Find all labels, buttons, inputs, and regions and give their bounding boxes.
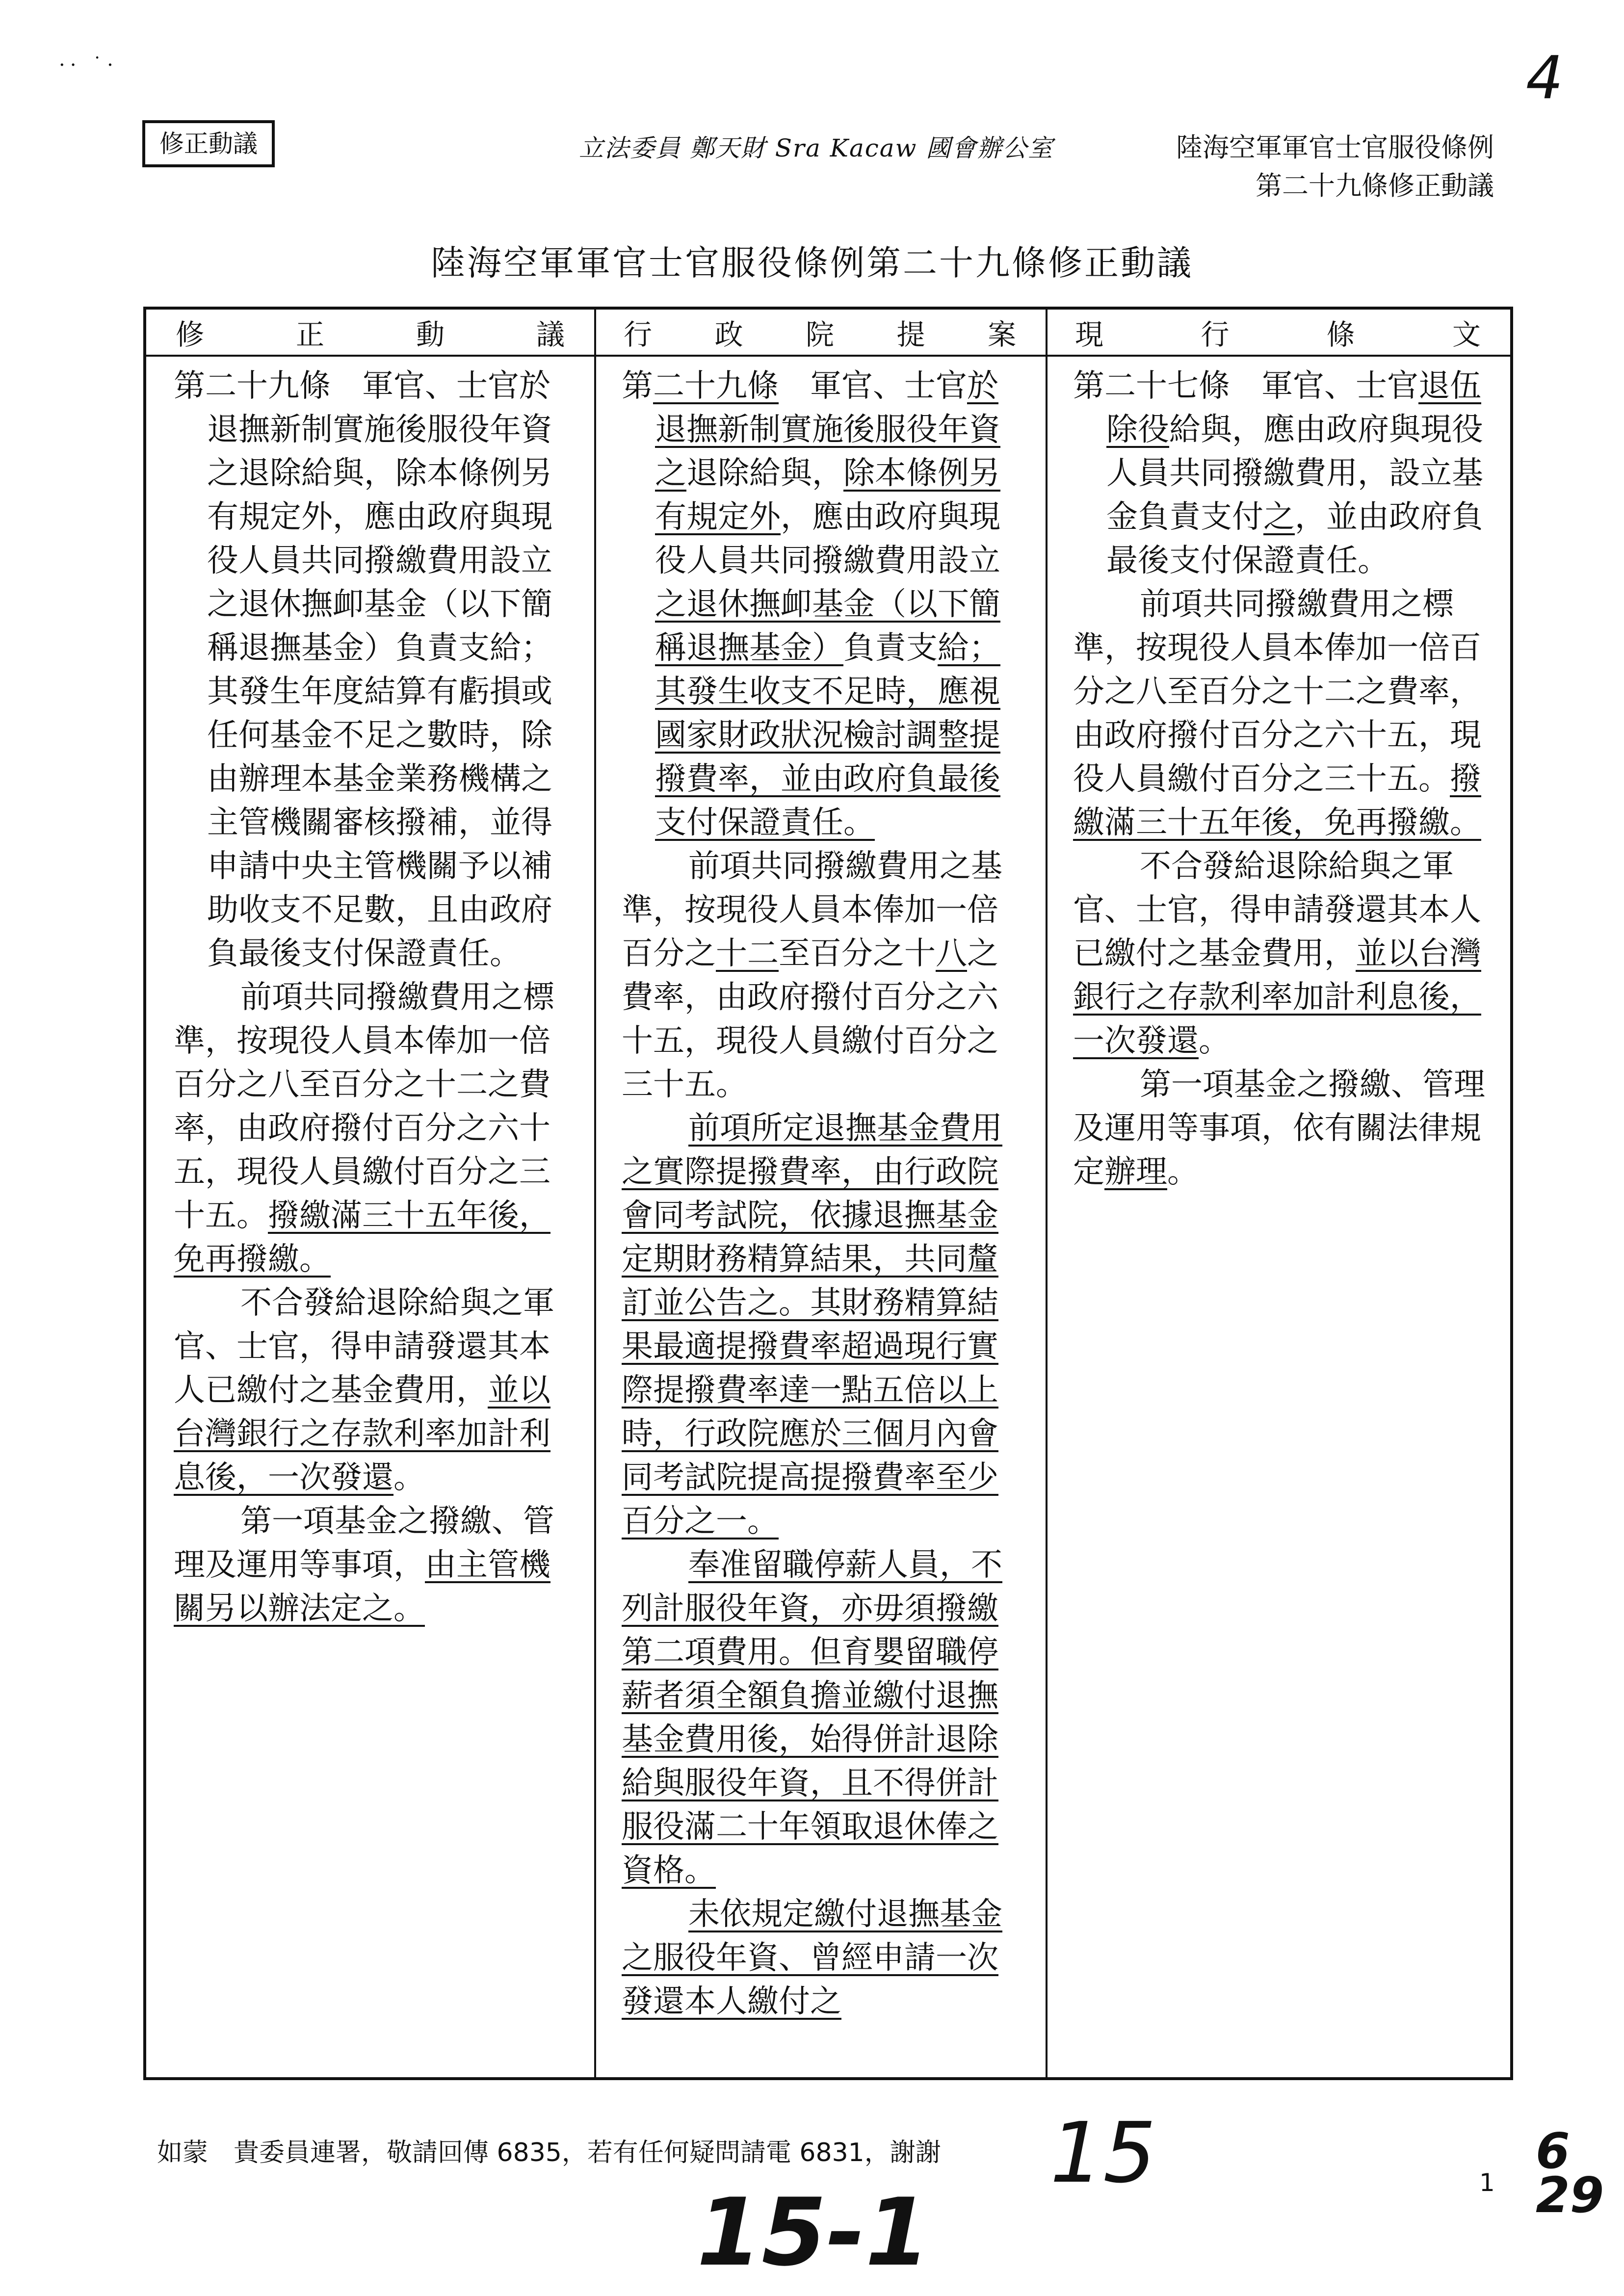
header-char: 修 (176, 318, 205, 351)
scan-specks: ·· ˙· (59, 54, 118, 77)
motion-para-1: 第二十九條 軍官、士官於退撫新制實施後服役年資之退除給與，除本條例另有規定外，應由政府與現役人員共同撥繳費用設立之退休撫卹基金（以下簡稱退撫基金）負責支給；其發生年度結算有虧損或任何基金不足之數時，除由辦理本基金業務機構之主管機關審核撥補，並得申請中央主管機關予以補助收支不足數，且由政府負最後支付保證責任。 (174, 368, 552, 972)
handwritten-number-top: 4 (1526, 44, 1564, 112)
doc-title-line1: 陸海空軍軍官士官服役條例 (1176, 132, 1494, 163)
header-char: 行 (1201, 318, 1230, 351)
motion-para-2: 前項共同撥繳費用之標準，按現役人員本俸加一倍百分之八至百分之十二之費率，由政府撥付百分之六十五，現役人員繳付百分之三十五。撥繳滿三十五年後，免再撥繳。 (174, 979, 554, 1278)
header-char: 現 (1075, 318, 1104, 351)
motion-para-4: 第一項基金之撥繳、管理及運用等事項，由主管機關另以辦法定之。 (174, 1503, 554, 1627)
handwritten-number-15: 15 (1050, 2105, 1156, 2202)
header-char: 議 (536, 318, 565, 351)
column-header-current (1046, 310, 1510, 357)
header-char: 行 (624, 318, 653, 351)
column-executive-bill (594, 310, 1048, 2077)
header-char: 條 (1326, 318, 1355, 351)
current-para-3: 不合發給退除給與之軍官、士官，得申請發還其本人已繳付之基金費用，並以台灣銀行之存款利率加計利息後，一次發還。 (1073, 848, 1481, 1059)
current-para-4: 第一項基金之撥繳、管理及運用等事項，依有關法律規定辦理。 (1073, 1067, 1485, 1190)
header-char: 提 (896, 318, 925, 351)
header-char: 文 (1452, 318, 1481, 351)
executive-para-2: 前項共同撥繳費用之基準，按現役人員本俸加一倍百分之十二至百分之十八之費率，由政府撥付百分之六十五，現役人員繳付百分之三十五。 (622, 848, 1002, 1103)
legislator-office: 立法委員 鄭天財 Sra Kacaw 國會辦公室 (579, 134, 1054, 162)
cosign-request-note: 如蒙 貴委員連署，敬請回傳 6835，若有任何疑問請電 6831，謝謝 (157, 2138, 941, 2167)
header-char: 院 (805, 318, 834, 351)
executive-para-5: 未依規定繳付退撫基金之服役年資、曾經申請一次發還本人繳付之 (622, 1896, 1002, 2020)
current-para-1: 第二十七條 軍官、士官退伍除役給與，應由政府與現役人員共同撥繳費用，設立基金負責支付之，並由政府負最後支付保證責任。 (1073, 368, 1483, 579)
column-current-law (1046, 310, 1510, 2077)
column-header-executive (594, 310, 1046, 357)
current-text (1046, 357, 1510, 1194)
handwritten-date-mark: 6 29 (1536, 2122, 1604, 2224)
doc-title-line2: 第二十九條修正動議 (1256, 170, 1494, 201)
page-number: 1 (1479, 2168, 1495, 2197)
executive-para-1: 第二十九條 軍官、士官於退撫新制實施後服役年資之退除給與，除本條例另有規定外，應由政府與現役人員共同撥繳費用設立之退休撫卹基金（以下簡稱退撫基金）負責支給；其發生收支不足時，應視國家財政狀況檢討調整提撥費率，並由政府負最後支付保證責任。 (622, 368, 1000, 841)
executive-para-4: 奉准留職停薪人員，不列計服役年資，亦毋須撥繳第二項費用。但育嬰留職停薪者須全額負擔並繳付退撫基金費用後，始得併計退除給與服役年資，且不得併計服役滿二十年領取退休俸之資格。 (622, 1547, 1002, 1889)
column-motion (146, 310, 596, 2077)
motion-badge: 修正動議 (142, 120, 275, 167)
current-para-2: 前項共同撥繳費用之標準，按現役人員本俸加一倍百分之八至百分之十二之費率，由政府撥付百分之六十五，現役人員繳付百分之三十五。撥繳滿三十五年後，免再撥繳。 (1073, 586, 1481, 841)
header-char: 動 (416, 318, 445, 351)
executive-text (594, 357, 1046, 2024)
comparison-table (143, 307, 1513, 2080)
motion-para-3: 不合發給退除給與之軍官、士官，得申請發還其本人已繳付之基金費用，並以台灣銀行之存款利率加計利息後，一次發還。 (174, 1285, 554, 1496)
page-title: 陸海空軍軍官士官服役條例第二十九條修正動議 (431, 243, 1193, 283)
header-char: 政 (714, 318, 743, 351)
executive-para-3: 前項所定退撫基金費用之實際提撥費率，由行政院會同考試院，依據退撫基金定期財務精算結果，共同釐訂並公告之。其財務精算結果最適提撥費率超過現行實際提撥費率達一點五倍以上時，行政院應於三個月內會同考試院提高提撥費率至少百分之一。 (622, 1110, 1002, 1539)
handwritten-number-15-1: 15-1 (697, 2178, 930, 2287)
column-header-motion (146, 310, 594, 357)
header-char: 正 (295, 318, 324, 351)
motion-text (146, 357, 594, 1631)
header-char: 案 (987, 318, 1016, 351)
